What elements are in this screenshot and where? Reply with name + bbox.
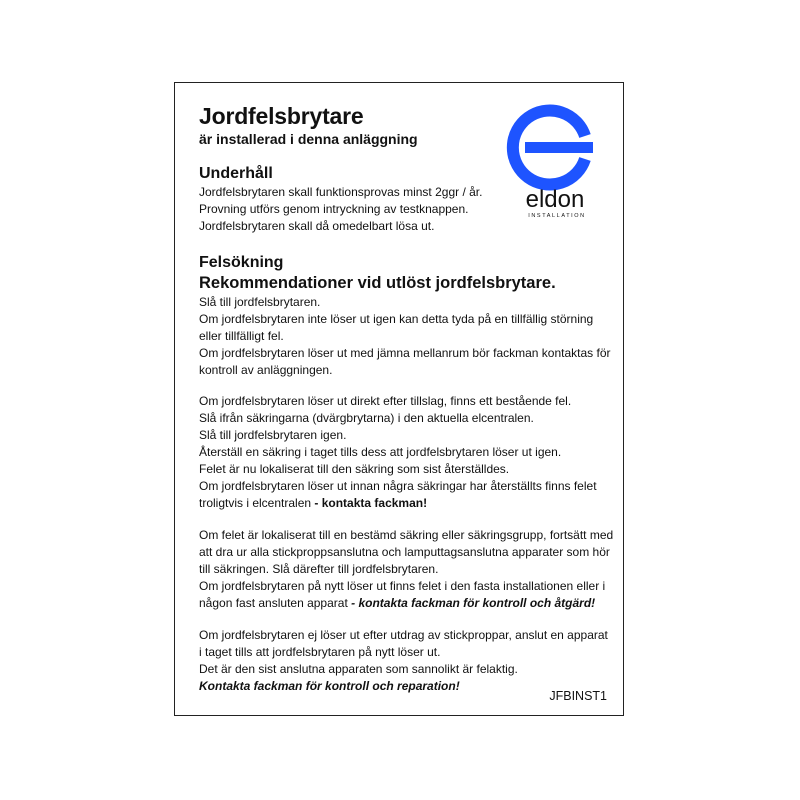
sign-subtitle: är installerad i denna anläggning: [199, 131, 418, 147]
block3-line: till säkringen. Slå därefter till jordfelsbrytaren.: [199, 562, 439, 576]
block4-emphasis: Kontakta fackman för kontroll och reparation!: [199, 679, 460, 693]
felsokning-heading: Felsökning: [199, 254, 284, 271]
block3-line: Om felet är lokaliserat till en bestämd säkring eller säkringsgrupp, fortsätt med: [199, 528, 614, 542]
block3-line: att dra ur alla stickproppsanslutna och lamputtagsanslutna apparater som hör: [199, 545, 610, 559]
block3-last-prefix: någon fast ansluten apparat: [199, 596, 348, 610]
block2-last-prefix: troligtvis i elcentralen: [199, 496, 312, 510]
block2-line: Om jordfelsbrytaren löser ut innan några säkringar har återställts finns felet: [199, 479, 597, 493]
block4-line: Om jordfelsbrytaren ej löser ut efter utdrag av stickproppar, anslut en apparat: [199, 628, 608, 642]
product-code: JFBINST1: [549, 689, 607, 703]
underhall-line: Jordfelsbrytaren skall funktionsprovas minst 2ggr / år.: [199, 185, 483, 199]
underhall-line: Jordfelsbrytaren skall då omedelbart lösa ut.: [199, 219, 435, 233]
underhall-line: Provning utförs genom intryckning av testknappen.: [199, 202, 469, 216]
instruction-sign: [174, 82, 624, 716]
block2-line: Om jordfelsbrytaren löser ut direkt efter tillslag, finns ett bestående fel.: [199, 394, 572, 408]
logo-bar: [525, 142, 593, 153]
block3-line: Om jordfelsbrytaren på nytt löser ut finns felet i den fasta installationen eller i: [199, 579, 606, 593]
block1-line: kontroll av anläggningen.: [199, 363, 333, 377]
block1-line: Om jordfelsbrytaren löser ut med jämna mellanrum bör fackman kontaktas för: [199, 346, 611, 360]
logo-tagline: INSTALLATION: [528, 213, 586, 219]
block2-last-emphasis: - kontakta fackman!: [311, 496, 428, 510]
logo-wordmark: eldon: [525, 186, 585, 213]
block2-line: Återställ en säkring i taget tills dess att jordfelsbrytaren löser ut igen.: [199, 445, 562, 459]
felsokning-subheading: Rekommendationer vid utlöst jordfelsbrytare.: [199, 274, 556, 292]
block1-line: eller tillfälligt fel.: [199, 329, 284, 343]
block2-line: Slå till jordfelsbrytaren igen.: [199, 428, 347, 442]
felsokning-block-1: [199, 294, 611, 379]
felsokning-block-2: [199, 393, 599, 512]
felsokning-block-3: [199, 527, 614, 612]
block2-line: Slå ifrån säkringarna (dvärgbrytarna) i den aktuella elcentralen.: [199, 411, 534, 425]
block4-line: i taget tills att jordfelsbrytaren på nytt löser ut.: [199, 645, 441, 659]
block3-last-line: [199, 595, 599, 612]
sign-title: Jordfelsbrytare: [199, 103, 364, 129]
underhall-text: [199, 184, 599, 235]
block1-line: Slå till jordfelsbrytaren.: [199, 295, 321, 309]
block4-line: Det är den sist anslutna apparaten som sannolikt är felaktig.: [199, 662, 518, 676]
block2-line: Felet är nu lokaliserat till den säkring som sist återställdes.: [199, 462, 510, 476]
block1-line: Om jordfelsbrytaren inte löser ut igen kan detta tyda på en tillfällig störning: [199, 312, 594, 326]
block3-last-emphasis: - kontakta fackman för kontroll och åtgärd!: [347, 596, 596, 610]
underhall-heading: Underhåll: [199, 165, 273, 182]
block2-last-line: [199, 495, 599, 512]
felsokning-block-4: [199, 627, 608, 695]
